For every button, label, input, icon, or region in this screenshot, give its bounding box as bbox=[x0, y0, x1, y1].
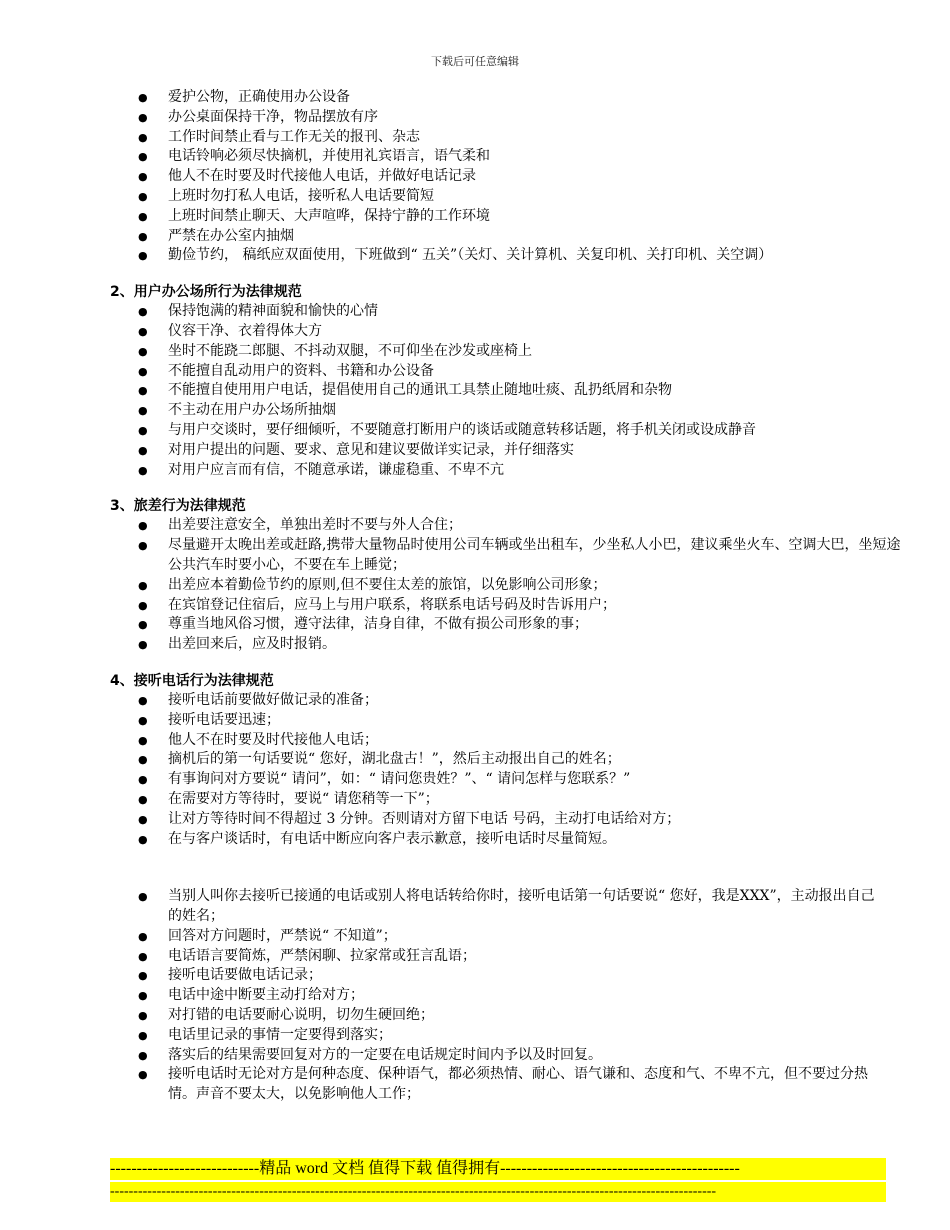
list-item: ● 让对方等待时间不得超过 3 分钟。否则请对方留下电话 号码，主动打电话给对方； bbox=[0, 810, 950, 830]
section2-title: 2、用户办公场所行为法律规范 bbox=[110, 284, 302, 301]
bullet-icon: ● bbox=[138, 91, 148, 104]
bullet-icon: ● bbox=[138, 1028, 148, 1042]
list-item: ● 在需要对方等待时，要说“ 请您稍等一下”； bbox=[0, 790, 950, 810]
list-item: ● 保持饱满的精神面貌和愉快的心情 bbox=[0, 302, 950, 322]
bullet-icon: ● bbox=[138, 189, 148, 203]
list-item: ● 接听电话要迅速； bbox=[0, 711, 950, 731]
list-item: ● 接听电话时无论对方是何种态度、保种语气，都必须热情、耐心、语气谦和、态度和气、不卑不亢，但不要过分热情。声音不要太大，以免影响他人工作； bbox=[138, 1066, 868, 1103]
bullet-icon: ● bbox=[138, 463, 148, 477]
list-item: ● 出差应本着勤俭节约的原则,但不要住太差的旅馆，以免影响公司形象； bbox=[0, 576, 950, 596]
bullet-icon: ● bbox=[138, 773, 148, 787]
bullet-icon: ● bbox=[138, 1068, 148, 1082]
bullet-icon: ● bbox=[138, 130, 148, 144]
page-header: 下载后可任意编辑 bbox=[431, 55, 519, 68]
bullet-icon: ● bbox=[138, 753, 148, 767]
bullet-icon: ● bbox=[138, 949, 148, 963]
list-item: ● 出差要注意安全，单独出差时不要与外人合住； bbox=[0, 516, 950, 536]
bullet-icon: ● bbox=[138, 539, 148, 553]
bullet-icon: ● bbox=[138, 249, 148, 263]
bullet-icon: ● bbox=[138, 598, 148, 612]
list-item: ● 摘机后的第一句话要说“ 您好，湖北盘古！”，然后主动报出自己的姓名； bbox=[0, 750, 950, 770]
bullet-icon: ● bbox=[138, 890, 148, 904]
bullet-icon: ● bbox=[138, 150, 148, 164]
list-item: ● 电话语言要简炼，严禁闲聊、拉家常或狂言乱语； bbox=[0, 947, 950, 967]
list-item: ● 回答对方问题时，严禁说“ 不知道”； bbox=[0, 927, 950, 947]
bullet-icon: ● bbox=[138, 110, 148, 124]
list-item: ● 对用户应言而有信，不随意承诺，谦虚稳重、不卑不亢 bbox=[0, 461, 950, 481]
list-item: ● 与用户交谈时，要仔细倾听，不要随意打断用户的谈话或随意转移话题，将手机关闭或设成静音 bbox=[0, 421, 950, 441]
list-item: ● 仪容干净、衣着得体大方 bbox=[0, 322, 950, 342]
list-item: ● 不主动在用户办公场所抽烟 bbox=[0, 401, 950, 421]
bullet-icon: ● bbox=[138, 364, 148, 378]
bullet-icon: ● bbox=[138, 693, 148, 707]
list-item: ● 接听电话前要做好做记录的准备； bbox=[0, 691, 950, 711]
bullet-icon: ● bbox=[138, 384, 148, 398]
list-item: ● 在与客户谈话时，有电话中断应向客户表示歉意，接听电话时尽量简短。 bbox=[0, 830, 950, 850]
list-item: ● 出差回来后，应及时报销。 bbox=[0, 635, 950, 655]
list-item: ● 上班时间禁止聊天、大声喧哗，保持宁静的工作环境 bbox=[0, 207, 950, 227]
list-item: ● 上班时勿打私人电话，接听私人电话要简短 bbox=[0, 187, 950, 207]
bullet-icon: ● bbox=[138, 832, 148, 846]
section4-list-continued bbox=[0, 887, 950, 1105]
list-item: ● 不能擅自使用用户电话，提倡使用自己的通讯工具禁止随地吐痰、乱扔纸屑和杂物 bbox=[0, 381, 950, 401]
bullet-icon: ● bbox=[138, 618, 148, 632]
bullet-icon: ● bbox=[138, 989, 148, 1003]
list-item: ● 坐时不能跷二郎腿、不抖动双腿，不可仰坐在沙发或座椅上 bbox=[0, 342, 950, 362]
bullet-icon: ● bbox=[138, 969, 148, 983]
list-item: ● 他人不在时要及时代接他人电话； bbox=[0, 731, 950, 751]
list-item: ● 勤俭节约， 稿纸应双面使用，下班做到“ 五关”（关灯、关计算机、关复印机、关打印机、关空调） bbox=[0, 246, 950, 266]
bullet-icon: ● bbox=[138, 733, 148, 747]
list-item: ● 尽量避开太晚出差或赶路,携带大量物品时使用公司车辆或坐出租车，少坐私人小巴，建议乘坐火车、空调大巴，坐短途公共汽车时要小心，不要在车上睡觉； bbox=[138, 537, 901, 573]
bullet-icon: ● bbox=[138, 638, 148, 652]
list-item: ● 有事询问对方要说“ 请问”，如：“ 请问您贵姓？”、“ 请问怎样与您联系？” bbox=[0, 770, 950, 790]
bullet-icon: ● bbox=[138, 404, 148, 418]
footer-banner: ----------------------------精品 word 文档 值得下载 值得拥有--------------------------------------------- bbox=[110, 1158, 886, 1180]
list-item: ● 尊重当地风俗习惯，遵守法律，洁身自律，不做有损公司形象的事； bbox=[0, 615, 950, 635]
bullet-icon: ● bbox=[138, 1009, 148, 1023]
bullet-icon: ● bbox=[138, 229, 148, 243]
list-item: ● 落实后的结果需要回复对方的一定要在电话规定时间内予以及时回复。 bbox=[0, 1046, 950, 1066]
bullet-icon: ● bbox=[138, 578, 148, 592]
list-item: ● 对用户提出的问题、要求、意见和建议要做详实记录，并仔细落实 bbox=[0, 441, 950, 461]
bullet-icon: ● bbox=[138, 812, 148, 826]
list-item: ● 电话铃响必须尽快摘机，并使用礼宾语言，语气柔和 bbox=[0, 147, 950, 167]
list-item: ● 他人不在时要及时代接他人电话，并做好电话记录 bbox=[0, 167, 950, 187]
bullet-icon: ● bbox=[138, 423, 148, 437]
bullet-icon: ● bbox=[138, 792, 148, 806]
section3-list bbox=[0, 516, 950, 655]
list-item: ● 不能擅自乱动用户的资料、书籍和办公设备 bbox=[0, 362, 950, 382]
list-item: ● 爱护公物，正确使用办公设备 bbox=[0, 88, 950, 108]
bullet-icon: ● bbox=[138, 929, 148, 943]
list-item: ● 对打错的电话要耐心说明，切勿生硬回绝； bbox=[0, 1006, 950, 1026]
bullet-icon: ● bbox=[138, 519, 148, 533]
bullet-icon: ● bbox=[138, 324, 148, 338]
bullet-icon: ● bbox=[138, 1048, 148, 1062]
document-body bbox=[0, 88, 950, 1105]
list-item: ● 电话里记录的事情一定要得到落实； bbox=[0, 1026, 950, 1046]
bullet-icon: ● bbox=[138, 443, 148, 457]
section4-title: 4、接听电话行为法律规范 bbox=[110, 672, 274, 689]
section-gap bbox=[0, 849, 950, 887]
list-item: ● 电话中途中断要主动打给对方； bbox=[0, 986, 950, 1006]
bullet-icon: ● bbox=[138, 713, 148, 727]
bullet-icon: ● bbox=[138, 305, 148, 319]
bullet-icon: ● bbox=[138, 209, 148, 223]
section4-list bbox=[0, 691, 950, 849]
footer-dash-line: ---------------------------------------------------------------------------------------------------------------------------------- bbox=[110, 1182, 886, 1202]
list-item: ● 办公桌面保持干净，物品摆放有序 bbox=[0, 108, 950, 128]
list-item: ● 当别人叫你去接听已接通的电话或别人将电话转给你时，接听电话第一句话要说“ 您好，我是XXX”，主动报出自己的姓名； bbox=[138, 888, 875, 925]
section1-list bbox=[0, 88, 950, 266]
list-item: ● 严禁在办公室内抽烟 bbox=[0, 227, 950, 247]
list-item: ● 工作时间禁止看与工作无关的报刊、杂志 bbox=[0, 128, 950, 148]
section2-list bbox=[0, 302, 950, 480]
list-item: ● 在宾馆登记住宿后，应马上与用户联系，将联系电话号码及时告诉用户； bbox=[0, 596, 950, 616]
bullet-icon: ● bbox=[138, 344, 148, 358]
list-item: ● 接听电话要做电话记录； bbox=[0, 966, 950, 986]
section3-title: 3、旅差行为法律规范 bbox=[110, 498, 246, 515]
bullet-icon: ● bbox=[138, 170, 148, 184]
